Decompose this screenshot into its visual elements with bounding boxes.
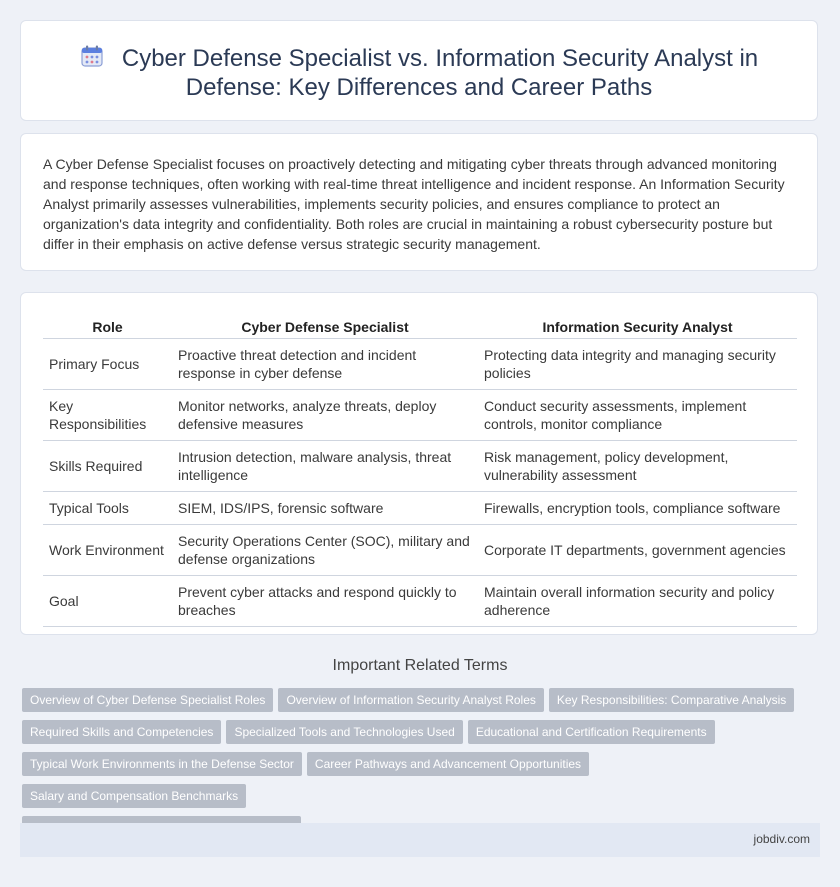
calendar-icon [80,44,104,68]
cell-cyber-defense-specialist: SIEM, IDS/IPS, forensic software [172,492,478,525]
summary-text: A Cyber Defense Specialist focuses on proactively detecting and mitigating cyber threats through advanced monitoring and response techniques, often working with real-time threat intelligence and incident response. An Information Security Analyst primarily assesses vulnerabilities, implements security policies, and ensures compliance to protect an organization's data integrity and confidentiality. Both roles are crucial in maintaining a robust cybersecurity posture but differ in their emphasis on active defense versus strategic security management. [43,156,785,252]
related-term-tag[interactable]: Overview of Cyber Defense Specialist Roles [22,688,273,712]
cell-information-security-analyst: Protecting data integrity and managing security policies [478,339,797,390]
table-row [43,525,797,576]
table-row [43,390,797,441]
cell-cyber-defense-specialist: Monitor networks, analyze threats, deploy defensive measures [172,390,478,441]
page-title [61,44,777,102]
footer [20,823,820,857]
related-terms-section [0,656,840,675]
summary-card [20,133,818,271]
cell-cyber-defense-specialist: Proactive threat detection and incident response in cyber defense [172,339,478,390]
title-wrap [61,44,777,102]
cell-role: Skills Required [43,441,172,492]
cell-role: Typical Tools [43,492,172,525]
related-term-tag[interactable]: Required Skills and Competencies [22,720,221,744]
cell-information-security-analyst: Risk management, policy development, vulnerability assessment [478,441,797,492]
related-term-tag[interactable]: Educational and Certification Requirements [468,720,715,744]
title-card [20,20,818,121]
table-row [43,441,797,492]
page-title-text: Cyber Defense Specialist vs. Information Security Analyst in Defense: Key Differences and Career Paths [121,45,759,101]
cell-information-security-analyst: Conduct security assessments, implement controls, monitor compliance [478,390,797,441]
related-term-tag[interactable]: Typical Work Environments in the Defense Sector [22,752,302,776]
related-term-tag[interactable]: Key Responsibilities: Comparative Analysis [549,688,794,712]
cell-cyber-defense-specialist: Prevent cyber attacks and respond quickly to breaches [172,576,478,627]
related-term-tag[interactable]: Specialized Tools and Technologies Used [226,720,462,744]
table-row [43,339,797,390]
cell-cyber-defense-specialist: Intrusion detection, malware analysis, threat intelligence [172,441,478,492]
cell-information-security-analyst: Maintain overall information security and policy adherence [478,576,797,627]
table-row [43,492,797,525]
cell-role: Primary Focus [43,339,172,390]
related-term-tag[interactable]: Career Pathways and Advancement Opportunities [307,752,589,776]
cell-information-security-analyst: Corporate IT departments, government agencies [478,525,797,576]
related-terms-heading: Important Related Terms [332,657,508,674]
cell-role: Goal [43,576,172,627]
footer-site-link[interactable]: jobdiv.com [753,832,810,846]
related-term-tag[interactable]: Overview of Information Security Analyst Roles [278,688,543,712]
cell-role: Work Environment [43,525,172,576]
table-card [20,292,818,635]
table-header-row [43,315,797,339]
cell-cyber-defense-specialist: Security Operations Center (SOC), military and defense organizations [172,525,478,576]
comparison-table [43,315,797,627]
column-header-role: Role [43,315,172,339]
related-term-tag[interactable]: Salary and Compensation Benchmarks [22,784,246,808]
column-header-information-security-analyst: Information Security Analyst [478,315,797,339]
table-row [43,576,797,627]
cell-information-security-analyst: Firewalls, encryption tools, compliance software [478,492,797,525]
column-header-cyber-defense-specialist: Cyber Defense Specialist [172,315,478,339]
cell-role: Key Responsibilities [43,390,172,441]
